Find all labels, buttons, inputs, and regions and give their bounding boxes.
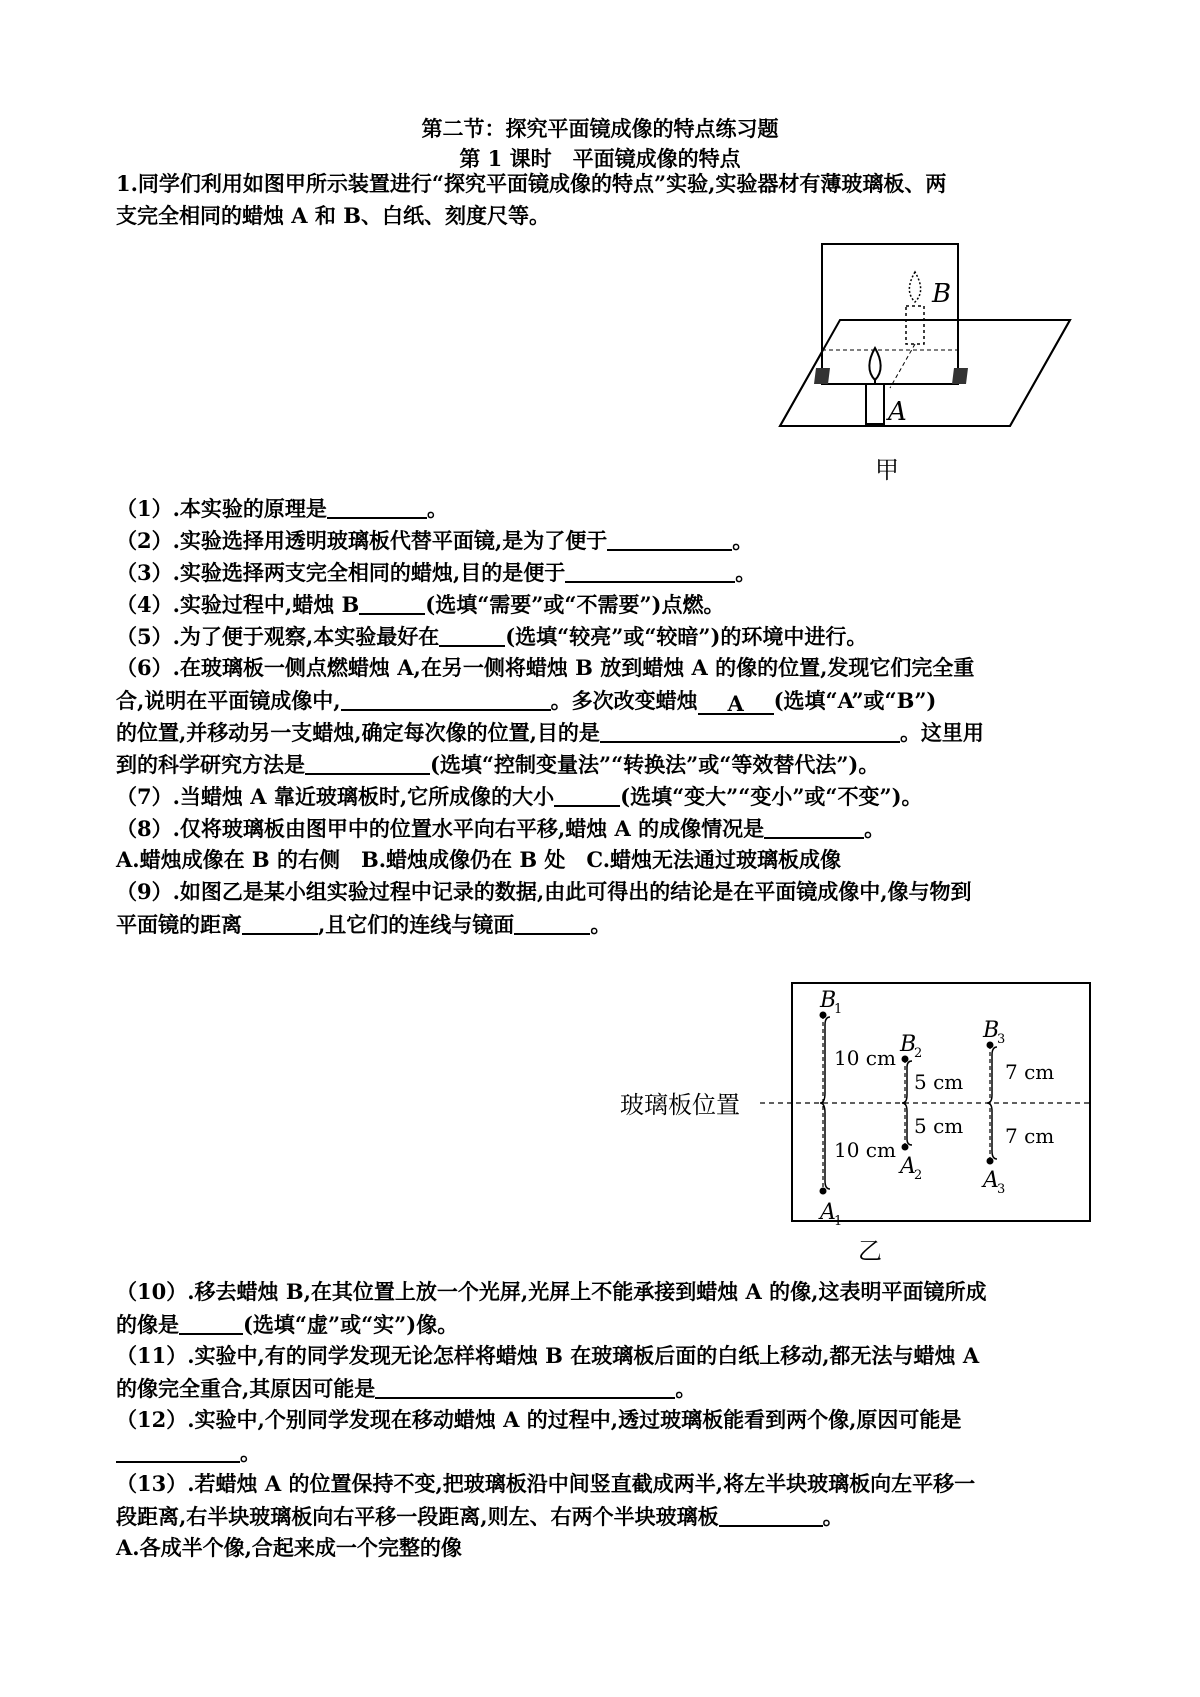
answer-blank-10[interactable] xyxy=(179,1313,243,1335)
label-a2-sub: 2 xyxy=(914,1168,923,1183)
label-a3: A xyxy=(983,1168,999,1193)
question-1-part-13-line1: （13）.若蜡烛 A 的位置保持不变,把玻璃板沿中间竖直截成两半,将左半块玻璃板向左平移一 xyxy=(116,1471,976,1496)
answer-blank-3[interactable] xyxy=(565,561,735,583)
right-stand xyxy=(952,368,968,384)
label-a1-sub: 1 xyxy=(834,1214,843,1229)
question-1-part-8: （8）.仅将玻璃板由图甲中的位置水平向右平移,蜡烛 A 的成像情况是 。 xyxy=(116,816,886,841)
distance-a3-label: 7 cm xyxy=(1005,1124,1055,1148)
question-1-part-11-line1: （11）.实验中,有的同学发现无论怎样将蜡烛 B 在玻璃板后面的白纸上移动,都无法与蜡烛 A xyxy=(116,1343,980,1368)
answer-blank-7[interactable] xyxy=(554,785,620,807)
question-1-part-6-line3: 的位置,并移动另一支蜡烛,确定每次像的位置,目的是 。这里用 xyxy=(116,720,984,745)
question-1-part-13-line2: 段距离,右半块玻璃板向右平移一段距离,则左、右两个半块玻璃板 。 xyxy=(116,1504,844,1529)
label-b: B xyxy=(932,279,952,309)
question-1-part-8-options: A.蜡烛成像在 B 的右侧 B.蜡烛成像仍在 B 处 C.蜡烛无法通过玻璃板成像 xyxy=(116,847,842,872)
question-1-part-12-line2: 。 xyxy=(116,1441,261,1463)
label-b3-sub: 3 xyxy=(997,1032,1006,1047)
question-1-part-6-line2: 合,说明在平面镜成像中, 。多次改变蜡烛 A (选填“A”或“B”) xyxy=(116,688,937,716)
question-1-part-11-line2: 的像完全重合,其原因可能是 。 xyxy=(116,1376,697,1401)
distance-b1-label: 10 cm xyxy=(834,1046,896,1070)
distance-b3-label: 7 cm xyxy=(1005,1060,1055,1084)
question-1-intro-line1: 1.同学们利用如图甲所示装置进行“探究平面镜成像的特点”实验,实验器材有薄玻璃板、两 xyxy=(116,171,947,196)
question-1-part-12-line1: （12）.实验中,个别同学发现在移动蜡烛 A 的过程中,透过玻璃板能看到两个像,原因可能是 xyxy=(116,1407,962,1432)
question-1-part-9-line1: （9）.如图乙是某小组实验过程中记录的数据,由此可得出的结论是在平面镜成像中,像与物到 xyxy=(116,879,972,904)
question-1-part-10-line1: （10）.移去蜡烛 B,在其位置上放一个光屏,光屏上不能承接到蜡烛 A 的像,这表明平面镜所成 xyxy=(116,1279,987,1304)
question-1-part-10-line2: 的像是 (选填“虚”或“实”)像。 xyxy=(116,1312,459,1337)
question-1-part-4: （4）.实验过程中,蜡烛 B (选填“需要”或“不需要”)点燃。 xyxy=(116,592,725,617)
label-a2: A xyxy=(900,1154,916,1179)
question-1-part-5: （5）.为了便于观察,本实验最好在 (选填“较亮”或“较暗”)的环境中进行。 xyxy=(116,624,868,649)
answer-blank-9a[interactable] xyxy=(242,913,318,935)
answer-blank-2[interactable] xyxy=(607,529,732,551)
question-1-part-6-line1: （6）.在玻璃板一侧点燃蜡烛 A,在另一侧将蜡烛 B 放到蜡烛 A 的像的位置,发现它们完全重 xyxy=(116,655,975,680)
label-b2-sub: 2 xyxy=(914,1046,923,1061)
label-a3-sub: 3 xyxy=(997,1182,1006,1197)
question-1-part-6-line4: 到的科学研究方法是 (选填“控制变量法”“转换法”或“等效替代法”)。 xyxy=(116,752,880,777)
question-1-part-9-line2: 平面镜的距离 ,且它们的连线与镜面 。 xyxy=(116,912,612,937)
label-b1: B xyxy=(820,988,837,1013)
figure-jia-caption: 甲 xyxy=(875,456,899,484)
left-stand xyxy=(814,368,830,384)
label-b2: B xyxy=(900,1032,917,1057)
question-1-part-3: （3）.实验选择两支完全相同的蜡烛,目的是便于 。 xyxy=(116,560,757,585)
label-a1: A xyxy=(820,1200,836,1225)
question-1-part-13-option-a: A.各成半个像,合起来成一个完整的像 xyxy=(116,1535,462,1560)
question-1-intro-line2: 支完全相同的蜡烛 A 和 B、白纸、刻度尺等。 xyxy=(116,203,550,228)
answer-blank-11[interactable] xyxy=(375,1377,675,1399)
candle-a xyxy=(866,384,884,424)
glass-plate xyxy=(822,244,958,384)
label-b3: B xyxy=(983,1018,1000,1043)
answer-blank-6d[interactable] xyxy=(305,753,430,775)
answer-blank-5[interactable] xyxy=(439,625,505,647)
answer-blank-12[interactable] xyxy=(116,1441,240,1463)
question-1-part-2: （2）.实验选择用透明玻璃板代替平面镜,是为了便于 。 xyxy=(116,528,754,553)
question-1-part-7: （7）.当蜡烛 A 靠近玻璃板时,它所成像的大小 (选填“变大”“变小”或“不变”)。 xyxy=(116,784,923,809)
answer-blank-6c[interactable] xyxy=(600,721,900,743)
answer-blank-9b[interactable] xyxy=(514,913,590,935)
answer-blank-4[interactable] xyxy=(359,593,425,615)
answer-blank-1[interactable] xyxy=(327,497,427,519)
figure-jia-candle-apparatus xyxy=(770,236,1110,496)
answer-blank-8[interactable] xyxy=(764,817,864,839)
question-1-part-1: （1）.本实验的原理是 。 xyxy=(116,496,448,521)
figure-yi-distance-diagram xyxy=(620,975,1100,1265)
diagram-frame xyxy=(792,983,1090,1221)
glass-position-label: 玻璃板位置 xyxy=(620,1091,740,1119)
label-a: A xyxy=(888,397,907,427)
answer-blank-13[interactable] xyxy=(719,1505,823,1527)
label-b1-sub: 1 xyxy=(834,1002,843,1017)
answer-blank-6a[interactable] xyxy=(341,689,551,711)
answer-blank-6b[interactable]: A xyxy=(698,693,774,715)
figure-yi-caption: 乙 xyxy=(858,1237,882,1265)
distance-a2-label: 5 cm xyxy=(914,1114,964,1138)
page-subtitle: 第 1 课时 平面镜成像的特点 xyxy=(459,146,741,171)
distance-a1-label: 10 cm xyxy=(834,1138,896,1162)
page-title: 第二节：探究平面镜成像的特点练习题 xyxy=(421,116,779,141)
distance-b2-label: 5 cm xyxy=(914,1070,964,1094)
